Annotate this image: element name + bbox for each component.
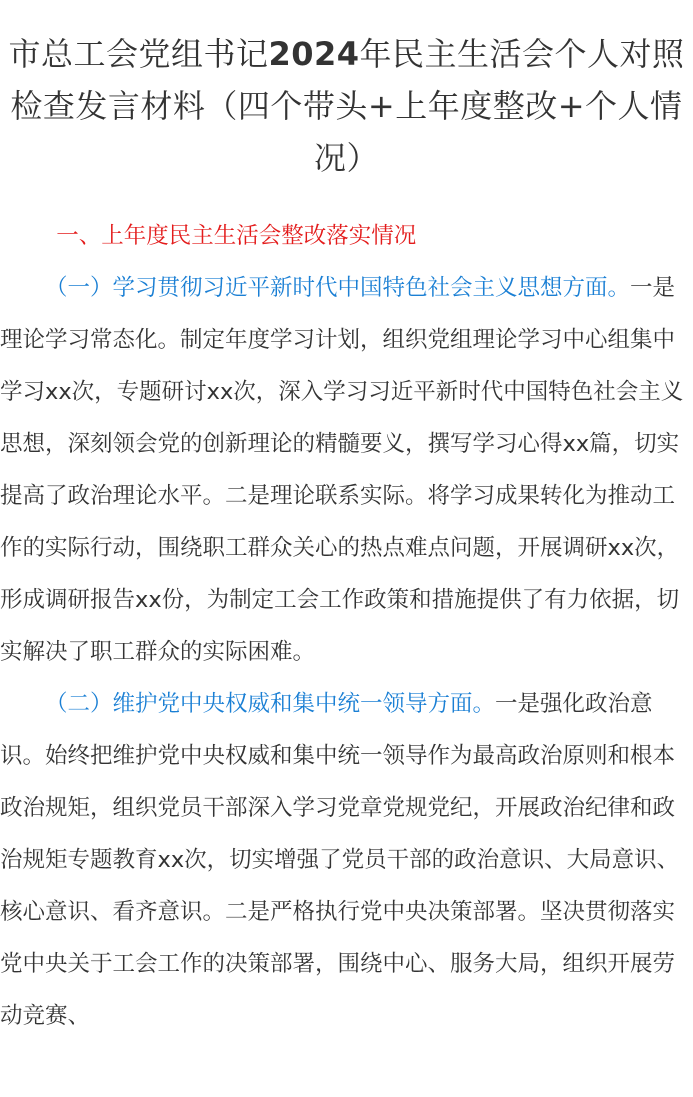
subsection-heading-2: （二）维护党中央权威和集中统一领导方面。 [45,691,496,717]
title-part-2: 年民主生活会个人对照检查发言材料（四个带头+上年度整改+个人情况） [10,35,685,177]
paragraph-2-text: 一是强化政治意识。始终把维护党中央权威和集中统一领导作为最高政治原则和根本政治规矩，组织党员干部深入学习党章党规党纪，开展政治纪律和政治规矩专题教育xx次，切实增强了党员干部的政治意识、大局意识、核心意识、看齐意识。二是严格执行党中央决策部署。坚决贯彻落实党中央关于工会工作的决策部署，围绕中心、服务大局，组织开展劳动竞赛、 [0,691,680,1029]
paragraph-1 [0,262,693,678]
document-body [0,210,693,1042]
paragraph-1-text: 一是理论学习常态化。制定年度学习计划，组织党组理论学习中心组集中学习xx次，专题研讨xx次，深入学习习近平新时代中国特色社会主义思想，深刻领会党的创新理论的精髓要义，撰写学习心得xx篇，切实提高了政治理论水平。二是理论联系实际。将学习成果转化为推动工作的实际行动，围绕职工群众关心的热点难点问题，开展调研xx次，形成调研报告xx份，为制定工会工作政策和措施提供了有力依据，切实解决了职工群众的实际困难。 [0,275,684,665]
title-part-1: 市总工会党组书记 [8,35,269,73]
document-title [0,0,693,184]
subsection-heading-1: （一）学习贯彻习近平新时代中国特色社会主义思想方面。 [45,275,631,301]
title-year: 2024 [268,35,360,73]
section-heading-1: 一、上年度民主生活会整改落实情况 [56,223,417,249]
paragraph-2 [0,678,693,1042]
